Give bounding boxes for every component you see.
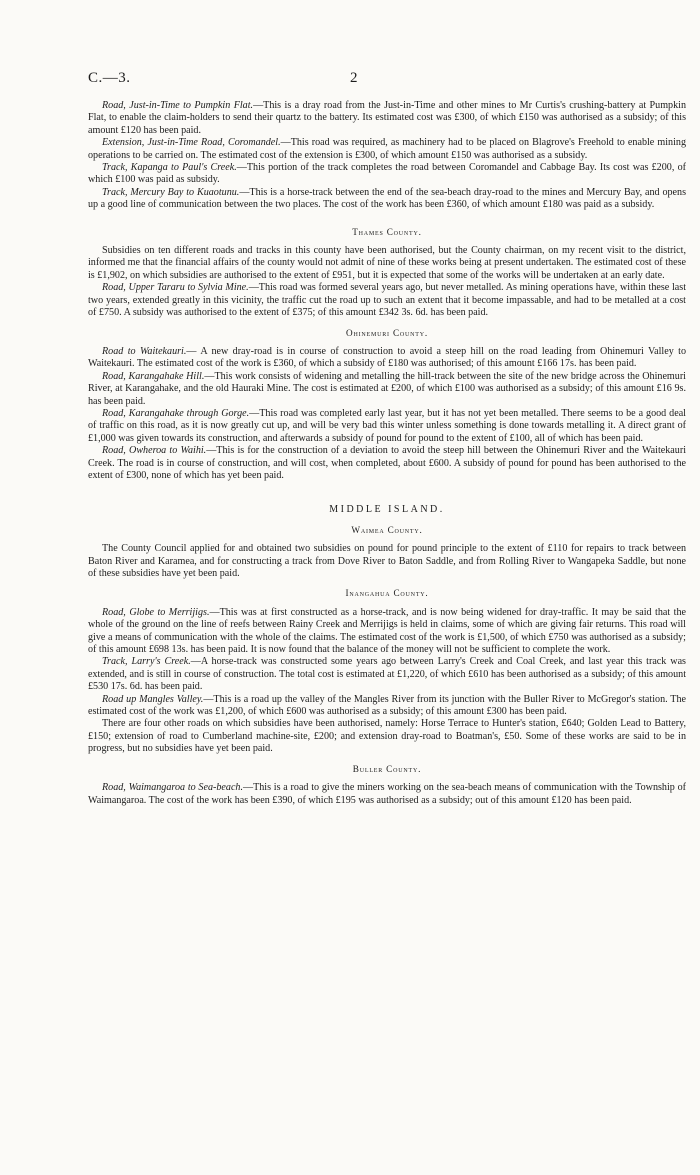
paragraph [88,282,686,319]
paragraph [88,408,686,445]
paragraph-text: —This road was required, as machinery had to be placed on Blagrove's Freehold to enable mining operations to be carried on. The estimated cost of the extension is £300, of which amount £150 was authorised as a subsidy. [88,137,686,161]
document-body [88,100,686,807]
paragraph-title: Track, Mercury Bay to Kuaotunu. [102,186,240,198]
paragraph [88,187,686,212]
paragraph-text: —This is for the construction of a deviation to avoid the steep hill between the Ohinemuri River and the Waitekauri Creek. The road is in course of construction, and will cost, when completed, about £600. A subsidy of pound for pound has been authorised to the extent of £300, none of which has yet been paid. [88,445,686,481]
section-heading-inangahua: Inangahua County. [345,588,429,599]
section-heading-waimea: Waimea County. [351,524,423,535]
paragraph [88,445,686,482]
paragraph-text: —This road was completed early last year, but it has not yet been metalled. There seems to be a good deal of traffic on this road, as it is now greatly cut up, and will be very bad this winter unless something is done towards metalling it. A direct grant of £1,000 was given towards its construction, and afterwards a subsidy of pound for pound to the extent of £100, all of which has been paid. [88,407,686,444]
paragraph-title: Road, Just-in-Time to Pumpkin Flat. [102,100,254,111]
paragraph-title: Road, Owheroa to Waihi. [102,445,207,457]
paragraph-text: —A horse-track was constructed some years ago between Larry's Creek and Coal Creek, and last year this track was extended, and is still in course of construction. The total cost is estimated at £1,220, of which £610 has been authorised as a subsidy; of this amount £530 17s. 6d. has been paid. [88,656,686,693]
paragraph-title: Road, Karangahake Hill. [102,370,205,382]
paragraph-title: Road, Upper Tararu to Sylvia Mine. [102,282,249,294]
paragraph: There are four other roads on which subsidies have been authorised, namely: Horse Terrace to Hunter's station, £640; Golden Lead to Battery, £150; extension of road to Cumberland machine-site, £200; and extension dray-road to Boatman's, £50. Some of these works are said to be in progress, but no subsidies have yet been paid. [88,718,686,755]
paragraph-title: Road, Globe to Merrijigs. [102,606,210,618]
document-reference: C.—3. [88,70,131,86]
paragraph-title: Road up Mangles Valley. [102,693,204,705]
paragraph [88,371,686,408]
paragraph-title: Road, Waimangaroa to Sea-beach. [102,782,243,794]
paragraph-text: —This is a road to give the miners working on the sea-beach means of communication with the Township of Waimangaroa. The cost of the work has been £390, of which £195 was authorised as a subsidy; out of this amount £120 has been paid. [88,782,686,806]
paragraph [88,346,686,371]
section-heading-ohinemuri: Ohinemuri County. [346,327,428,338]
paragraph [88,162,686,187]
page-number: 2 [350,70,358,86]
paragraph-title: Track, Kapanga to Paul's Creek. [102,162,237,174]
section-heading-thames: Thames County. [352,226,422,237]
paragraph: The County Council applied for and obtained two subsidies on pound for pound principle to the extent of £110 for repairs to track between Baton River and Karamea, and for constructing a track from Dove River to Baton Saddle, and from Rolling River to Wangapeka Saddle, but none of these subsidies have yet been paid. [88,543,686,579]
paragraph-text: —This portion of the track completes the road between Coromandel and Cabbage Bay. Its cost was £200, of which £100 was paid as subsidy. [88,162,687,186]
paragraph-title: Road, Karangahake through Gorge. [102,407,250,419]
paragraph-text: —This is a horse-track between the end of the sea-beach dray-road to the mines and Mercury Bay, and opens up a good line of communication between the two places. The cost of the work has been £360, of which amount £180 was paid as a subsidy. [88,186,686,211]
section-heading-buller: Buller County. [352,763,422,774]
paragraph-text: —This is a dray road from the Just-in-Time and other mines to Mr Curtis's crushing-battery at Pumpkin Flat, to enable the claim-holders to send their quartz to the battery. Its estimated cost was £300, of which £150 was authorised as a subsidy; of this amount £120 has been paid. [88,100,686,136]
paragraph-text: —This is a road up the valley of the Mangles River from its junction with the Buller River to McGregor's station. The estimated cost of the work was £1,200, of which £600 was authorised as a subsidy; of this amount £300 has been paid. [88,693,686,718]
paragraph-text: —This work consists of widening and metalling the hill-track between the site of the new bridge across the Ohinemuri River, at Karangahake, and the old Hauraki Mine. The cost is estimated at £200, of which £100 was authorised as a subsidy; of this amount £16 9s. has been paid. [88,370,686,407]
paragraph-text: —This was at first constructed as a horse-track, and is now being widened for dray-traffic. It may be said that the whole of the ground on the line of reefs between Rainy Creek and Merrijigs is held in claims, some of which are giving fair returns. This road will give a means of communication with the whole of the claims. The estimated cost of the work is £1,500, of which £750 was authorised as a subsidy; of this amount £698 13s. has been paid. It is now found that the balance of the money will not be sufficient to complete the work. [88,606,686,656]
paragraph-title: Extension, Just-in-Time Road, Coromandel. [102,137,281,149]
paragraph [88,607,686,657]
paragraph: Subsidies on ten different roads and tracks in this county have been authorised, but the County chairman, on my recent visit to the district, informed me that the financial affairs of the county would not admit of nine of these works being at present undertaken. The estimated cost of these is £1,902, on which subsidies are authorised to the extent of £951, but it is expected that some of the works will be undertaken at an early date. [88,245,686,281]
paragraph-title: Road to Waitekauri. [102,345,187,357]
paragraph-text: — A new dray-road is in course of construction to avoid a steep hill on the road leading from Ohinemuri Valley to Waitekauri. The estimated cost of the work is £360, of which a subsidy of £180 was authorised; of this amount £166 17s. has been paid. [88,345,686,370]
paragraph [88,694,686,719]
paragraph [88,782,686,807]
paragraph [88,137,686,162]
page-header [88,70,638,90]
paragraph-title: Track, Larry's Creek. [102,656,191,668]
part-heading-middle-island: MIDDLE ISLAND. [329,504,445,516]
paragraph [88,656,686,693]
paragraph [88,100,686,137]
paragraph-text: —This road was formed several years ago, but never metalled. As mining operations have, within these last two years, extended greatly in this vicinity, the traffic cut the road up to such an extent that it become impassable, and had to be metalled at a cost of £750. A subsidy was authorised to the extent of £375; of this amount £342 3s. 6d. has been paid. [88,282,687,319]
